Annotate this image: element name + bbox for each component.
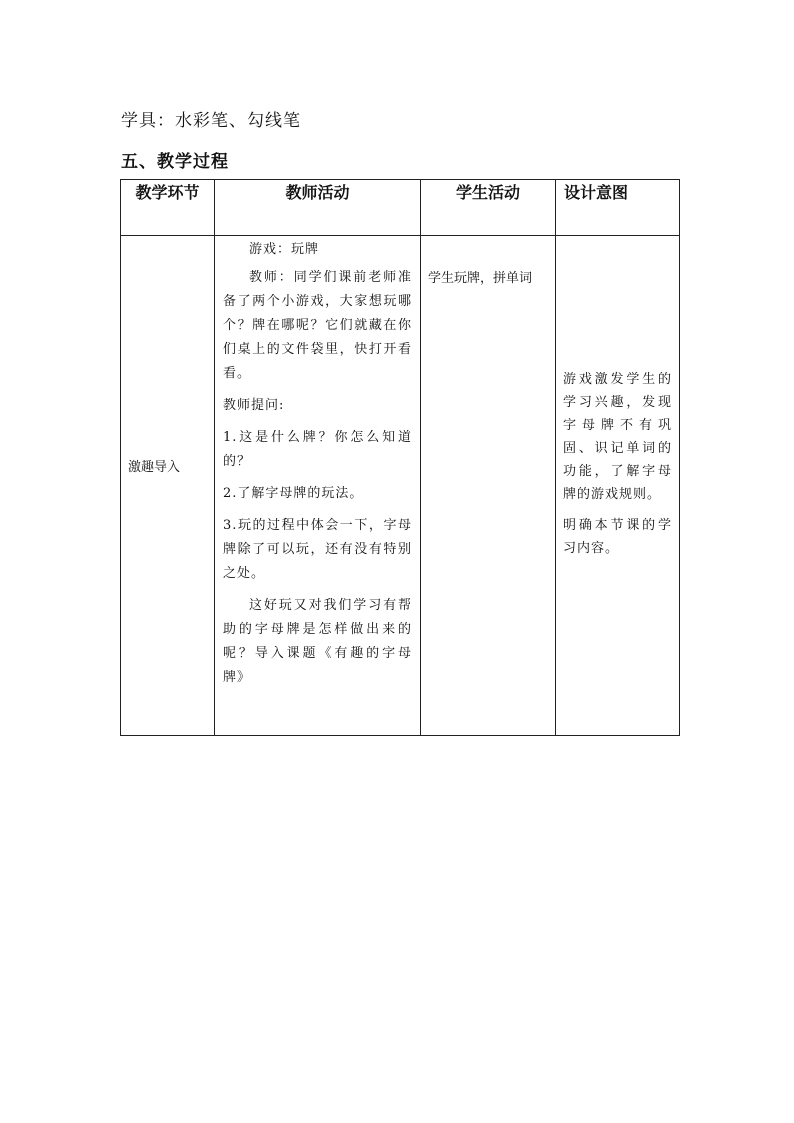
design-intent-paragraph-2: 明确本节课的学习内容。 xyxy=(563,518,672,556)
teacher-game-title: 游戏：玩牌 xyxy=(249,242,320,257)
student-activity-text: 学生玩牌，拼单词 xyxy=(428,271,533,286)
header-teacher-activity: 教师活动 xyxy=(215,180,421,236)
tools-line: 学具：水彩笔、勾线笔 xyxy=(121,111,301,131)
header-design-intent: 设计意图 xyxy=(556,180,680,236)
header-stage: 教学环节 xyxy=(121,180,215,236)
student-activity-cell xyxy=(421,236,556,736)
section-title: 五、教学过程 xyxy=(121,152,229,172)
teacher-topic-intro: 这好玩又对我们学习有帮助的字母牌是怎样做出来的呢？导入课题《有趣的字母牌》 xyxy=(223,598,412,685)
table-row xyxy=(121,236,680,736)
teacher-activity-cell xyxy=(215,236,421,736)
teacher-question-2: 2.了解字母牌的玩法。 xyxy=(223,486,364,501)
teacher-question-1: 1.这是什么牌？你怎么知道的？ xyxy=(223,430,412,469)
header-student-activity: 学生活动 xyxy=(421,180,556,236)
stage-label: 激趣导入 xyxy=(128,459,181,475)
stage-cell xyxy=(121,236,215,736)
teacher-intro-paragraph: 教师：同学们课前老师准备了两个小游戏，大家想玩哪个？牌在哪呢？它们就藏在你们桌上的文件袋里，快打开看看。 xyxy=(223,270,412,381)
teacher-question-heading: 教师提问: xyxy=(223,398,285,413)
lesson-process-table xyxy=(120,179,680,736)
teacher-question-3: 3.玩的过程中体会一下，字母牌除了可以玩，还有没有特别之处。 xyxy=(223,518,412,581)
table-header-row xyxy=(121,180,680,236)
design-intent-paragraph-1: 游戏激发学生的学习兴趣，发现字母牌不有巩固、识记单词的功能，了解字母牌的游戏规则。 xyxy=(563,372,672,502)
design-intent-cell xyxy=(556,236,680,736)
